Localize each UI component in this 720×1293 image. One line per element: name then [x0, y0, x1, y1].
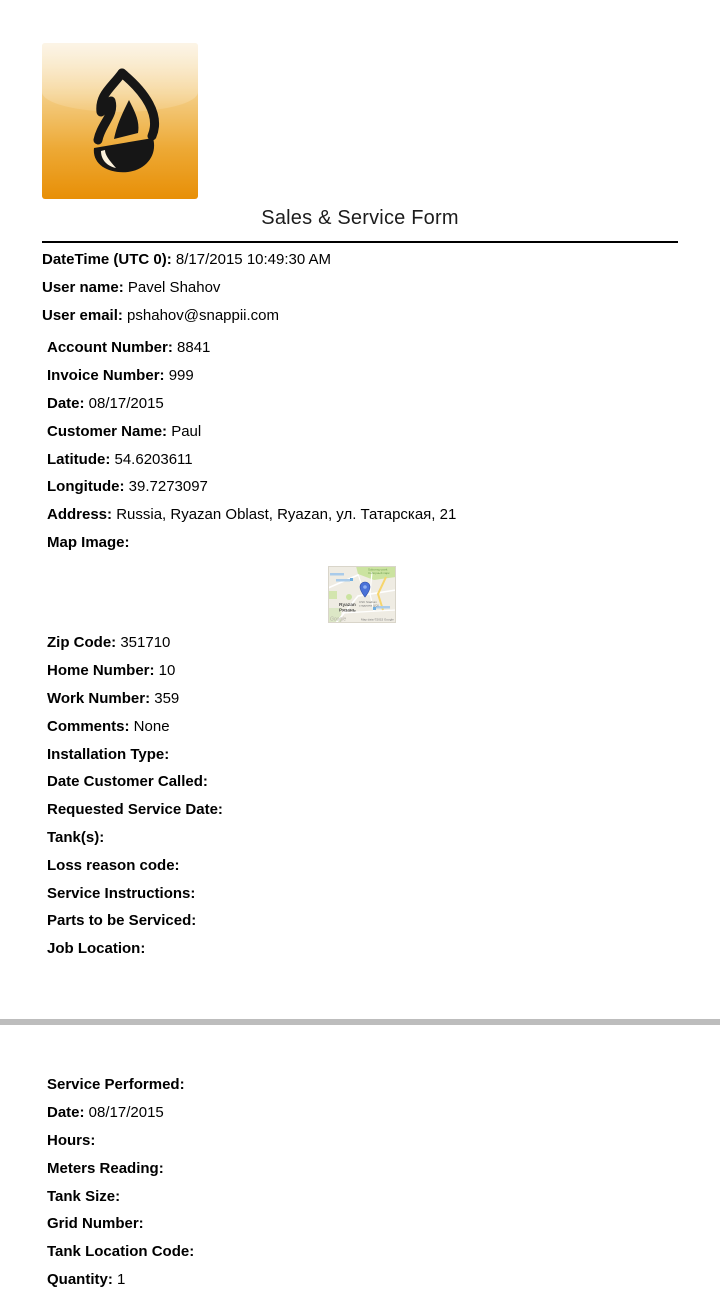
field-row: [47, 1099, 194, 1127]
field-row: [42, 274, 331, 302]
field-row: [47, 685, 223, 713]
field-label: Zip Code:: [47, 634, 117, 652]
field-label: Date Customer Called:: [47, 773, 208, 791]
google-logo-watermark: Google: [330, 616, 347, 623]
field-label: Map Image:: [47, 533, 130, 551]
field-label: Loss reason code:: [47, 856, 180, 874]
map-pin-dot: [363, 585, 367, 589]
field-label: Work Number:: [47, 689, 151, 707]
field-value: Russia, Ryazan Oblast, Ryazan, ул. Татарская, 21: [112, 506, 457, 524]
field-value: None: [129, 717, 170, 735]
map-thumbnail: [328, 566, 396, 623]
field-label: Installation Type:: [47, 745, 170, 763]
field-label: Parts to be Serviced:: [47, 912, 197, 930]
field-value: 351710: [116, 634, 171, 652]
field-row: [47, 824, 223, 852]
field-row: [47, 1210, 194, 1238]
field-label: Longitude:: [47, 478, 125, 496]
field-label: Quantity:: [47, 1270, 113, 1288]
field-value: 08/17/2015: [84, 1104, 164, 1122]
field-row: [42, 246, 331, 274]
field-row: [47, 501, 456, 529]
flame-icon: [42, 43, 198, 199]
field-row: [47, 417, 456, 445]
field-row: [47, 1182, 194, 1210]
field-label: Tank Size:: [47, 1187, 121, 1205]
field-row: [47, 1127, 194, 1155]
meta-field-list: [42, 246, 331, 329]
field-label: Home Number:: [47, 662, 155, 680]
field-row: [47, 629, 223, 657]
field-row: [47, 935, 223, 963]
field-row: [47, 362, 456, 390]
field-label: Tank(s):: [47, 828, 105, 846]
city-label-line2: Рязань: [339, 608, 356, 614]
poi-label-chip: [330, 573, 344, 576]
field-row: [47, 712, 223, 740]
field-value: 359: [150, 689, 180, 707]
field-label: Service Instructions:: [47, 884, 196, 902]
field-value: 08/17/2015: [84, 394, 164, 412]
field-row: [47, 473, 456, 501]
field-value: 999: [164, 367, 194, 385]
field-row: [47, 851, 223, 879]
city-label-line1: Ryazan: [339, 603, 356, 608]
field-row: [47, 907, 223, 935]
field-label: User name:: [42, 279, 124, 297]
field-value: 8841: [172, 339, 211, 357]
field-row: [47, 879, 223, 907]
customer-field-list: [47, 334, 456, 556]
field-label: Tank Location Code:: [47, 1243, 195, 1261]
field-label: User email:: [42, 306, 123, 324]
field-label: DateTime (UTC 0):: [42, 251, 172, 269]
field-label: Latitude:: [47, 450, 111, 468]
field-label: Customer Name:: [47, 422, 168, 440]
field-value: 39.7273097: [124, 478, 208, 496]
field-label: Requested Service Date:: [47, 801, 223, 819]
app-logo: [42, 43, 198, 199]
field-row: [47, 390, 456, 418]
field-row: [47, 1238, 194, 1266]
title-divider-line: [42, 241, 678, 243]
field-row: [47, 768, 223, 796]
field-value: 54.6203611: [110, 450, 193, 468]
field-row: [47, 445, 456, 473]
field-value: pshahov@snappii.com: [122, 306, 280, 324]
field-value: Paul: [167, 422, 202, 440]
field-row: [47, 796, 223, 824]
park-label-line2: Соборный парк: [368, 571, 390, 575]
page-break-divider: [0, 1019, 720, 1025]
field-label: Meters Reading:: [47, 1159, 164, 1177]
field-label: Job Location:: [47, 940, 146, 958]
field-row: [47, 1154, 194, 1182]
field-label: Grid Number:: [47, 1215, 144, 1233]
service-request-field-list: [47, 629, 223, 963]
service-performed-field-list: [47, 1071, 194, 1293]
park-label-line1: Sobornyy park: [368, 567, 388, 572]
field-row: [47, 1071, 194, 1099]
stadium-label-line2: стадиона ЦСК: [359, 603, 379, 608]
field-label: Date:: [47, 394, 85, 412]
field-value: 10: [154, 662, 176, 680]
field-row: [42, 302, 331, 330]
map-attribution: Map data ©2015 Google: [361, 617, 394, 622]
field-row: [47, 529, 456, 557]
field-label: Invoice Number:: [47, 367, 165, 385]
field-label: Account Number:: [47, 339, 173, 357]
field-label: Hours:: [47, 1131, 96, 1149]
form-title: Sales & Service Form: [261, 207, 459, 229]
field-label: Address:: [47, 506, 113, 524]
field-label: Service Performed:: [47, 1076, 185, 1094]
field-value: Pavel Shahov: [123, 279, 221, 297]
field-row: [47, 1266, 194, 1293]
field-row: [47, 334, 456, 362]
map-image: [328, 566, 396, 623]
field-value: 8/17/2015 10:49:30 AM: [171, 251, 332, 269]
poi-marker: [350, 578, 353, 581]
field-row: [47, 657, 223, 685]
field-label: Date:: [47, 1104, 85, 1122]
stadium-label-line1: CSK Stadium: [359, 600, 378, 604]
field-label: Comments:: [47, 717, 130, 735]
poi-label-chip: [336, 579, 350, 582]
field-row: [47, 740, 223, 768]
field-value: 1: [112, 1270, 126, 1288]
